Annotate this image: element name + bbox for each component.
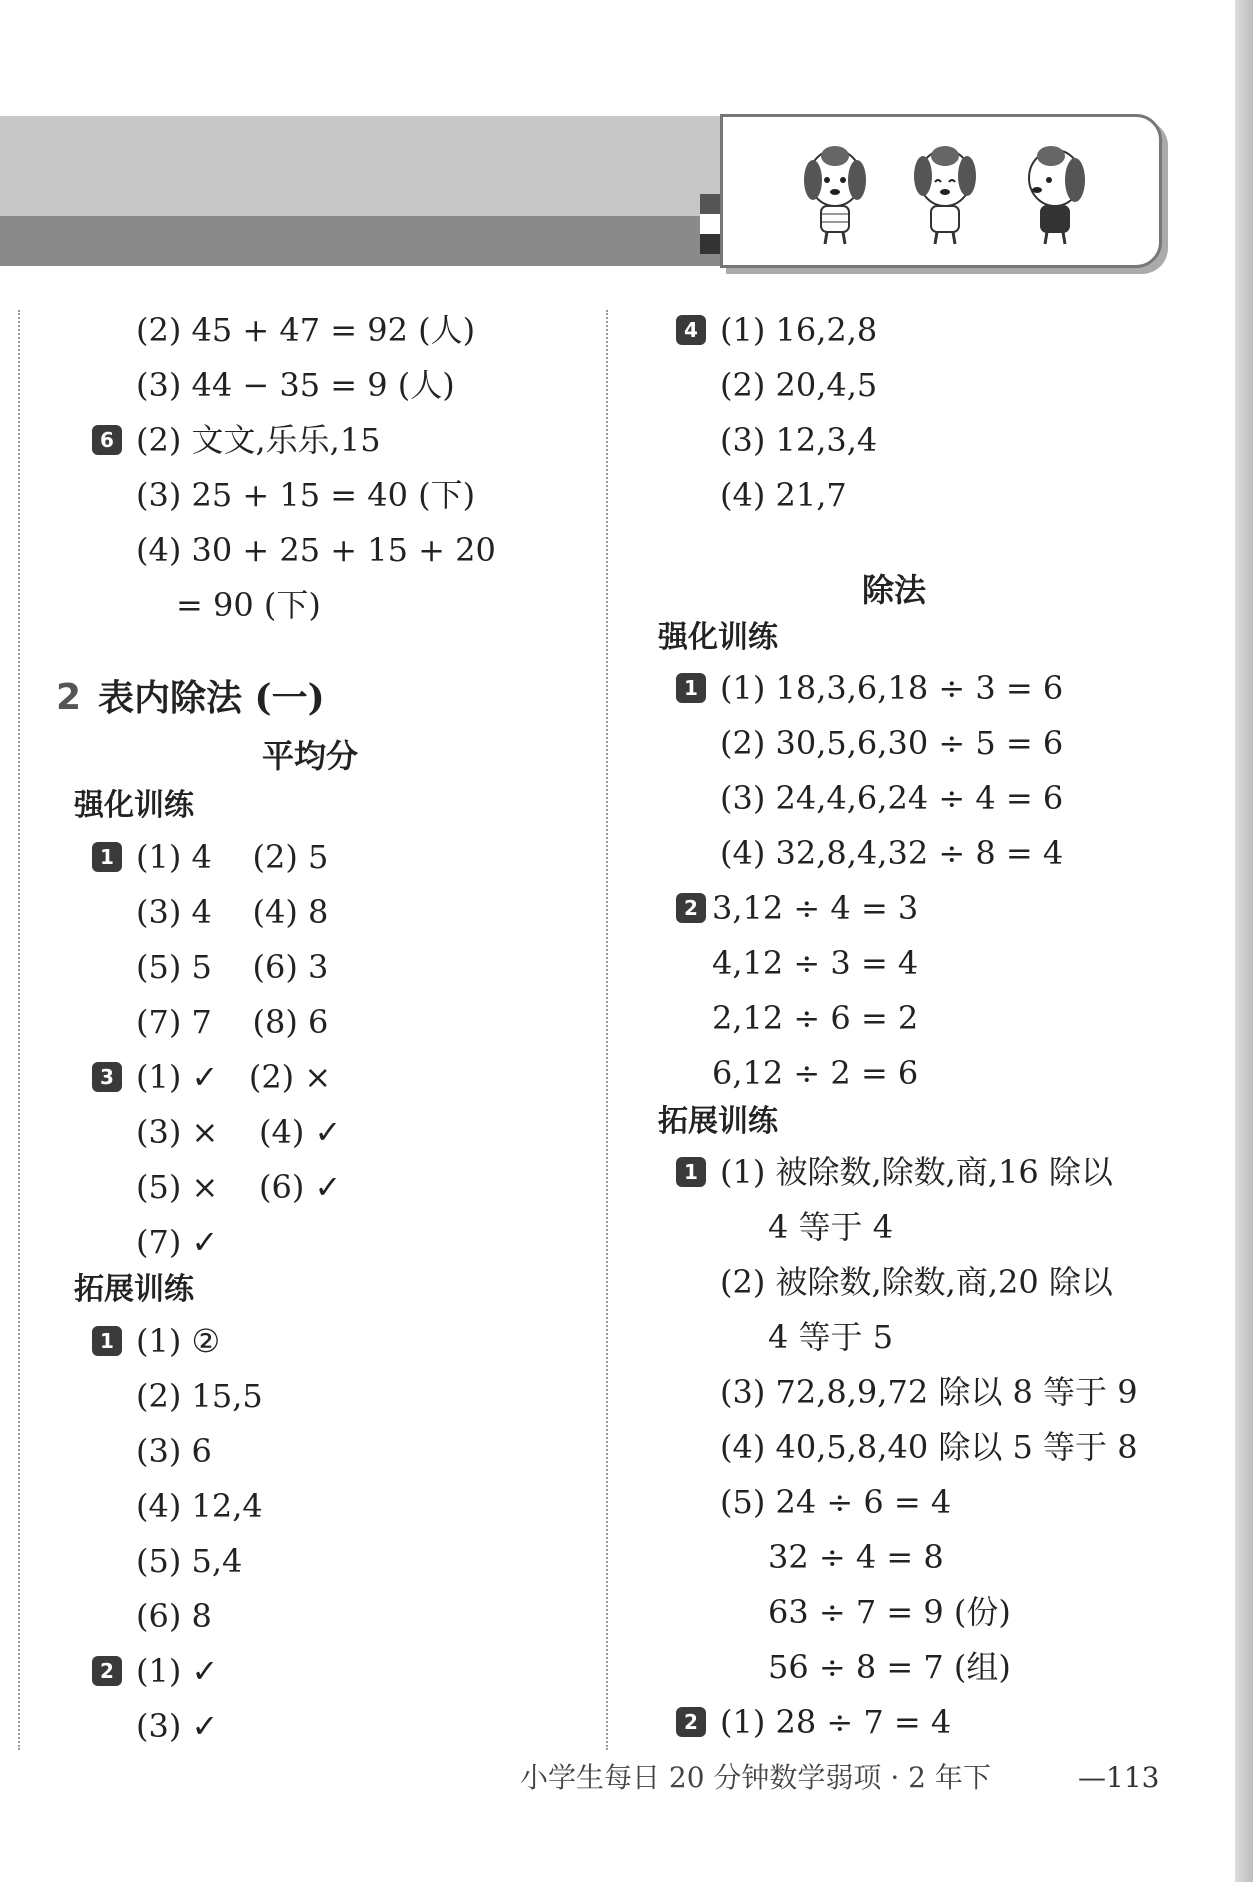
subsection-title: 除法 bbox=[862, 571, 927, 609]
answer-line: 32 ÷ 4 = 8 bbox=[768, 1538, 944, 1576]
answer-line: (2) 被除数,除数,商,20 除以 bbox=[720, 1263, 1113, 1301]
answer-line: (2) 45 + 47 = 92 (人) bbox=[136, 311, 476, 349]
answer-line: (3) 72,8,9,72 除以 8 等于 9 bbox=[720, 1373, 1138, 1411]
decor-square bbox=[700, 214, 720, 234]
answer-line: (2) 30,5,6,30 ÷ 5 = 6 bbox=[720, 724, 1064, 762]
question-number-badge: 3 bbox=[92, 1062, 122, 1092]
answer-line: (3) ✓ bbox=[136, 1707, 219, 1745]
answer-line: 6,12 ÷ 2 = 6 bbox=[712, 1054, 919, 1092]
dog-mascot-icon bbox=[905, 138, 985, 250]
header-banner-bottom bbox=[0, 216, 720, 266]
question-number-badge: 1 bbox=[676, 673, 706, 703]
answer-line: 2,12 ÷ 6 = 2 bbox=[712, 999, 919, 1037]
answer-line: 4 等于 5 bbox=[768, 1318, 894, 1356]
answer-line: (1) 4 (2) 5 bbox=[136, 838, 329, 876]
question-number-badge: 1 bbox=[92, 1326, 122, 1356]
section-number: 2 bbox=[56, 677, 82, 718]
answer-line: (1) ✓ bbox=[136, 1652, 219, 1690]
answer-line: (3) 12,3,4 bbox=[720, 421, 878, 459]
page-number: —113 bbox=[1078, 1761, 1160, 1794]
question-number-badge: 2 bbox=[676, 893, 706, 923]
answer-line: (3) 6 bbox=[136, 1432, 212, 1470]
answer-line: (3) 25 + 15 = 40 (下) bbox=[136, 476, 476, 514]
question-number-badge: 2 bbox=[92, 1656, 122, 1686]
answer-line: (2) 文文,乐乐,15 bbox=[136, 421, 381, 459]
answer-line: (2) 15,5 bbox=[136, 1377, 263, 1415]
dog-mascot-icon bbox=[1015, 138, 1095, 250]
question-number-badge: 6 bbox=[92, 425, 122, 455]
answer-line: (7) ✓ bbox=[136, 1223, 219, 1261]
answer-line: 3,12 ÷ 4 = 3 bbox=[712, 889, 919, 927]
answer-line: (4) 21,7 bbox=[720, 476, 847, 514]
answer-line: (3) 4 (4) 8 bbox=[136, 893, 329, 931]
question-number-badge: 1 bbox=[676, 1157, 706, 1187]
answer-line: (1) ② bbox=[136, 1322, 221, 1360]
answer-line: (5) 5,4 bbox=[136, 1542, 243, 1580]
answer-line: (5) 24 ÷ 6 = 4 bbox=[720, 1483, 952, 1521]
answer-line: (3) × (4) ✓ bbox=[136, 1113, 342, 1151]
answer-line: 56 ÷ 8 = 7 (组) bbox=[768, 1648, 1011, 1686]
answer-line: (4) 12,4 bbox=[136, 1487, 263, 1525]
answer-line: (1) 被除数,除数,商,16 除以 bbox=[720, 1153, 1113, 1191]
answer-line: (3) 24,4,6,24 ÷ 4 = 6 bbox=[720, 779, 1064, 817]
column-divider-left bbox=[18, 310, 20, 1750]
answer-line: (4) 32,8,4,32 ÷ 8 = 4 bbox=[720, 834, 1064, 872]
subsection-title: 平均分 bbox=[262, 737, 359, 775]
decor-square bbox=[700, 194, 720, 214]
page-edge bbox=[1235, 0, 1253, 1882]
training-heading: 强化训练 bbox=[658, 620, 778, 655]
book-title-footer: 小学生每日 20 分钟数学弱项 · 2 年下 bbox=[520, 1761, 991, 1794]
answer-line: (7) 7 (8) 6 bbox=[136, 1003, 329, 1041]
header-banner-top bbox=[0, 116, 720, 216]
answer-line: (6) 8 bbox=[136, 1597, 212, 1635]
answer-line: (3) 44 − 35 = 9 (人) bbox=[136, 366, 455, 404]
section-title: 表内除法 (一) bbox=[98, 677, 325, 719]
answer-line: (1) ✓ (2) × bbox=[136, 1058, 332, 1096]
dog-mascot-icon bbox=[795, 138, 875, 250]
column-divider-middle bbox=[606, 310, 608, 1750]
training-heading: 拓展训练 bbox=[658, 1104, 778, 1139]
answer-line: (4) 40,5,8,40 除以 5 等于 8 bbox=[720, 1428, 1138, 1466]
answer-line: 4,12 ÷ 3 = 4 bbox=[712, 944, 919, 982]
answer-line: 63 ÷ 7 = 9 (份) bbox=[768, 1593, 1011, 1631]
answer-line: (5) 5 (6) 3 bbox=[136, 948, 329, 986]
answer-line: 4 等于 4 bbox=[768, 1208, 894, 1246]
question-number-badge: 4 bbox=[676, 315, 706, 345]
answer-line: (4) 30 + 25 + 15 + 20 bbox=[136, 531, 496, 569]
answer-line: (1) 18,3,6,18 ÷ 3 = 6 bbox=[720, 669, 1064, 707]
answer-line: (5) × (6) ✓ bbox=[136, 1168, 342, 1206]
answer-line: = 90 (下) bbox=[176, 586, 321, 624]
training-heading: 强化训练 bbox=[74, 788, 194, 823]
training-heading: 拓展训练 bbox=[74, 1272, 194, 1307]
question-number-badge: 2 bbox=[676, 1707, 706, 1737]
answer-line: (1) 16,2,8 bbox=[720, 311, 878, 349]
decor-square bbox=[700, 234, 720, 254]
question-number-badge: 1 bbox=[92, 842, 122, 872]
answer-line: (1) 28 ÷ 7 = 4 bbox=[720, 1703, 952, 1741]
answer-line: (2) 20,4,5 bbox=[720, 366, 878, 404]
